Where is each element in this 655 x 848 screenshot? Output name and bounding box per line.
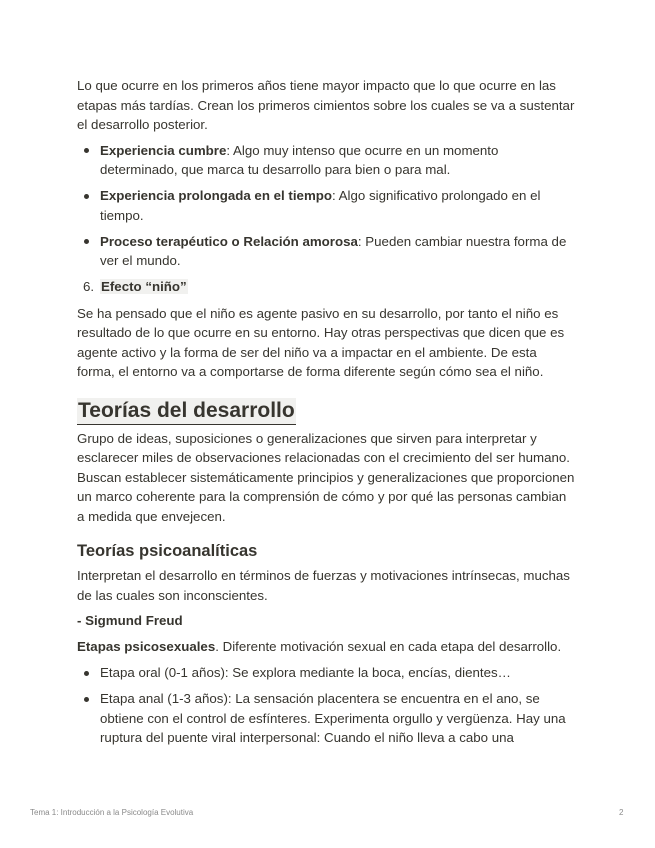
list-item: Etapa oral (0-1 años): Se explora mediante la boca, encías, dientes… xyxy=(77,663,577,683)
efecto-paragraph: Se ha pensado que el niño es agente pasivo en su desarrollo, por tanto el niño es resultado de lo que ocurre en su entorno. Hay otras perspectivas que dicen que es agente activo y la forma de ser del niño va a impactar en el ambiente. De esta forma, el entorno va a comportarse de forma diferente según cómo sea el niño. xyxy=(77,305,565,379)
list-item xyxy=(77,186,577,225)
list-item-term: Proceso terapéutico o Relación amorosa xyxy=(100,233,358,249)
item-label: Efecto “niño” xyxy=(101,279,187,294)
list-item-term: Experiencia prolongada en el tiempo xyxy=(100,188,333,203)
etapas-term: Etapas psicosexuales xyxy=(77,638,216,654)
teorias-paragraph: Grupo de ideas, suposiciones o generalizaciones que sirven para interpretar y esclarecer miles de observaciones relacionadas con el crecimiento del ser humano. Buscan establecer sistemáticamente principios y generalizaciones que proporcionen un marco coherente para la comprensión de cómo y por qué las personas cambian a medida que envejecen. xyxy=(77,430,575,524)
intro-paragraph: Lo que ocurre en los primeros años tiene mayor impacto que lo que ocurre en las etapas más tardías. Crean los primeros cimientos sobre los cuales se va a sustentar el desarrollo posterior. xyxy=(77,78,575,132)
etapas-paragraph xyxy=(77,637,577,657)
list-item-text: : Algo muy intenso que ocurre en un momento determinado, que marca tu desarrollo para bien o para mal. xyxy=(100,142,499,177)
footer-title: Tema 1: Introducción a la Psicología Evolutiva xyxy=(30,808,194,817)
heading-sigmund-freud: - Sigmund Freud xyxy=(77,613,183,628)
document-body xyxy=(77,76,577,754)
heading-teorias-psicoanaliticas: Teorías psicoanalíticas xyxy=(77,542,258,560)
heading-teorias-desarrollo: Teorías del desarrollo xyxy=(77,398,296,425)
list-item xyxy=(77,141,577,180)
list-item-text: : Algo significativo prolongado en el tiempo. xyxy=(100,188,541,223)
experiences-list xyxy=(77,141,577,271)
numbered-item-efecto-nino xyxy=(77,277,577,297)
list-item-text: : Pueden cambiar nuestra forma de ver el mundo. xyxy=(100,233,567,268)
list-item-term: Experiencia cumbre xyxy=(100,142,227,158)
etapas-text: . Diferente motivación sexual en cada etapa del desarrollo. xyxy=(215,638,562,654)
etapas-list xyxy=(77,663,577,748)
list-item: Etapa anal (1-3 años): La sensación placentera se encuentra en el ano, se obtiene con el control de esfínteres. Experimenta orgullo y vergüenza. Hay una ruptura del puente viral interpersonal: Cuando el niño lleva a cabo una xyxy=(77,689,577,748)
item-number: 6. xyxy=(83,279,95,294)
page-number: 2 xyxy=(619,808,624,817)
list-item xyxy=(77,232,577,271)
psico-paragraph: Interpretan el desarrollo en términos de fuerzas y motivaciones intrínsecas, muchas de las cuales son inconscientes. xyxy=(77,568,570,603)
